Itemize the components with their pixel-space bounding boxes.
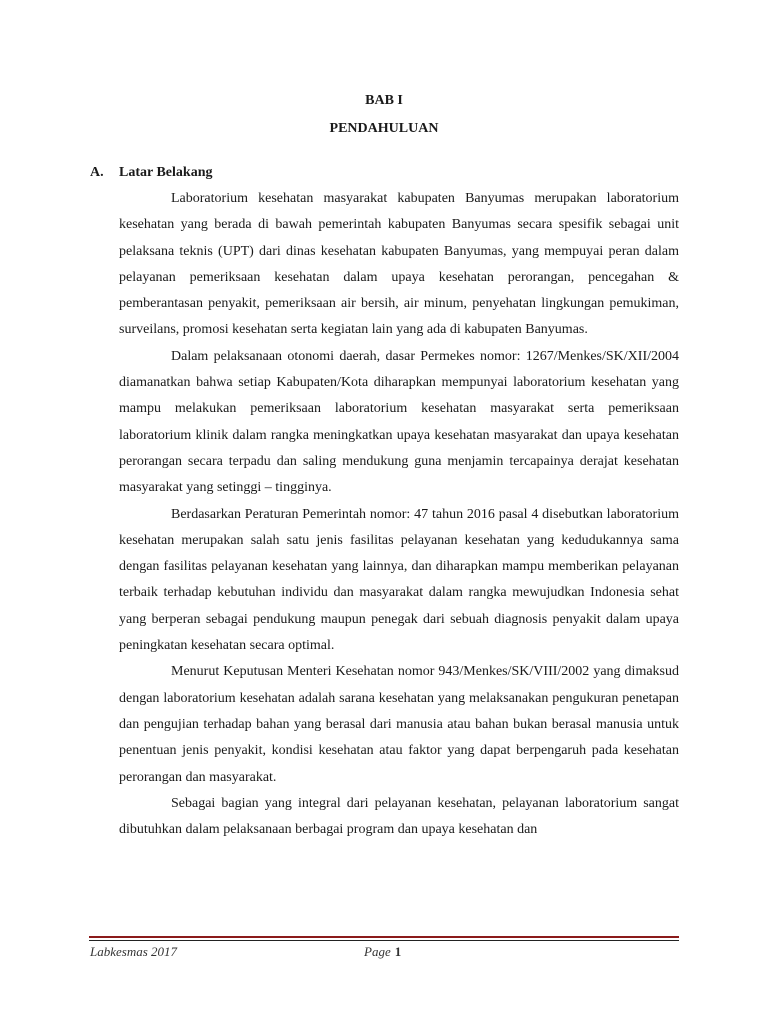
footer-rule-red — [89, 936, 679, 938]
footer-rule-dark — [89, 940, 679, 941]
paragraph: Dalam pelaksanaan otonomi daerah, dasar Permekes nomor: 1267/Menkes/SK/XII/2004 diamanatkan bahwa setiap Kabupaten/Kota diharapkan mempunyai laboratorium kesehatan yang mampu melakukan pemeriksaan laboratorium kesehatan masyarakat serta pemeriksaan laboratorium klinik dalam rangka meningkatkan upaya kesehatan masyarakat dan upaya kesehatan perorangan secara terpadu dan saling mendukung guna menjamin tercapainya derajat kesehatan masyarakat yang setinggi – tingginya. — [119, 348, 679, 496]
chapter-title: PENDAHULUAN — [329, 121, 439, 136]
paragraph: Sebagai bagian yang integral dari pelayanan kesehatan, pelayanan laboratorium sangat dibutuhkan dalam pelaksanaan berbagai program dan upaya kesehatan dan — [119, 795, 679, 838]
section-letter: A. — [90, 165, 104, 180]
chapter-number: BAB I — [365, 93, 403, 108]
page-number: 1 — [394, 944, 402, 959]
body-text — [119, 186, 679, 843]
page-indicator — [364, 944, 401, 960]
paragraph: Menurut Keputusan Menteri Kesehatan nomor 943/Menkes/SK/VIII/2002 yang dimaksud dengan laboratorium kesehatan adalah sarana kesehatan yang melaksanakan pengukuran penetapan dan pengujian terhadap bahan yang berasal dari manusia atau bahan bukan berasal manusia untuk penentuan jenis penyakit, kondisi kesehatan atau faktor yang dapat berpengaruh pada kesehatan perorangan dan masyarakat. — [119, 664, 679, 785]
section-heading — [90, 165, 212, 181]
paragraph: Laboratorium kesehatan masyarakat kabupaten Banyumas merupakan laboratorium kesehatan yang berada di bawah pemerintah kabupaten Banyumas secara spesifik sebagai unit pelaksana teknis (UPT) dari dinas kesehatan kabupaten Banyumas, yang mempuyai peran dalam pelayanan pemeriksaan kesehatan dalam upaya kesehatan perorangan, pencegahan & pemberantasan penyakit, pemeriksaan air bersih, air minum, penyehatan lingkungan pemukiman, surveilans, promosi kesehatan serta kegiatan lain yang ada di kabupaten Banyumas. — [119, 191, 679, 338]
section-title: Latar Belakang — [119, 165, 213, 180]
paragraph: Berdasarkan Peraturan Pemerintah nomor: 47 tahun 2016 pasal 4 disebutkan laboratorium kesehatan merupakan salah satu jenis fasilitas pelayanan kesehatan yang kedudukannya sama dengan fasilitas pelayanan kesehatan yang lainnya, dan diharapkan mampu memberikan pelayanan terbaik terhadap kebutuhan individu dan masyarakat dalam rangka mewujudkan Indonesia sehat yang berperan sebagai pendukung maupun penegak dari sebuah diagnosis penyakit dalam upaya peningkatan kesehatan secara optimal. — [119, 506, 679, 654]
page-label: Page — [364, 944, 391, 959]
footer-label: Labkesmas 2017 — [90, 944, 178, 959]
